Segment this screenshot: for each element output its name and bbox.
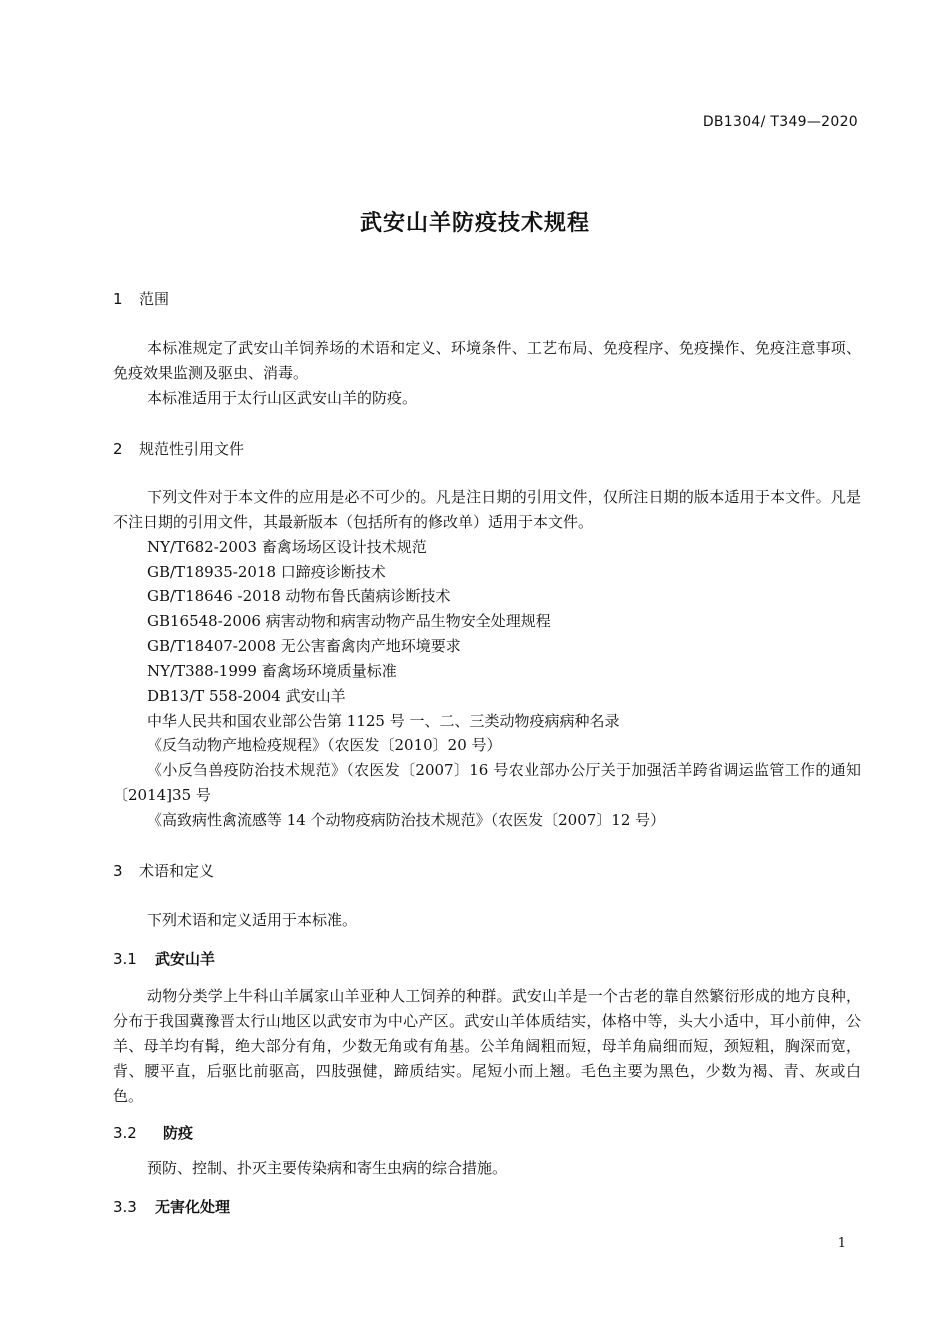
- section-title: 规范性引用文件: [139, 440, 245, 458]
- section-1-heading: [113, 288, 169, 309]
- section-number: 1: [113, 290, 123, 308]
- reference-item: DB13/T 558-2004 武安山羊: [147, 687, 346, 705]
- term-number: 3.2: [113, 1124, 137, 1142]
- reference-item: 中华人民共和国农业部公告第 1125 号 一、二、三类动物疫病病种名录: [147, 712, 620, 730]
- term-3-3-heading: [113, 1196, 230, 1217]
- section-2-heading: [113, 438, 244, 459]
- term-3-2-heading: [113, 1122, 193, 1143]
- terms-intro: 下列术语和定义适用于本标准。: [147, 911, 358, 929]
- standard-code: DB1304/ T349—2020: [702, 114, 858, 130]
- scope-paragraph-2: 本标准适用于太行山区武安山羊的防疫。: [147, 389, 418, 407]
- reference-item: GB/T18935-2018 口蹄疫诊断技术: [147, 563, 386, 581]
- term-number: 3.3: [113, 1198, 137, 1216]
- section-number: 3: [113, 862, 123, 880]
- reference-item: NY/T682-2003 畜禽场场区设计技术规范: [147, 538, 427, 556]
- term-name: 无害化处理: [155, 1198, 231, 1216]
- reference-item: 《小反刍兽疫防治技术规范》（农医发〔2007〕16 号农业部办公厅关于加强活羊跨省调运监管工作的通知〔2014]35 号: [113, 761, 861, 804]
- term-number: 3.1: [113, 950, 137, 968]
- scope-paragraph-1: 本标准规定了武安山羊饲养场的术语和定义、环境条件、工艺布局、免疫程序、免疫操作、免疫注意事项、免疫效果监测及驱虫、消毒。: [113, 339, 861, 382]
- term-name: 武安山羊: [155, 950, 216, 968]
- reference-item: GB16548-2006 病害动物和病害动物产品生物安全处理规程: [147, 612, 551, 630]
- term-3-1-heading: [113, 948, 215, 969]
- references-intro: 下列文件对于本文件的应用是必不可少的。凡是注日期的引用文件，仅所注日期的版本适用于本文件。凡是不注日期的引用文件，其最新版本（包括所有的修改单）适用于本文件。: [113, 488, 861, 531]
- section-number: 2: [113, 440, 123, 458]
- term-name: 防疫: [163, 1124, 194, 1142]
- reference-item: 《反刍动物产地检疫规程》（农医发〔2010〕20 号）: [147, 736, 502, 754]
- document-title: 武安山羊防疫技术规程: [359, 211, 590, 236]
- reference-item: GB/T18407-2008 无公害畜禽肉产地环境要求: [147, 637, 461, 655]
- reference-item: 《高致病性禽流感等 14 个动物疫病防治技术规范》（农医发〔2007〕12 号）: [147, 811, 666, 829]
- reference-item: NY/T388-1999 畜禽场环境质量标准: [147, 662, 397, 680]
- page-number: 1: [837, 1236, 846, 1251]
- reference-item: GB/T18646 -2018 动物布鲁氏菌病诊断技术: [147, 587, 451, 605]
- section-title: 术语和定义: [139, 862, 215, 880]
- section-title: 范围: [139, 290, 170, 308]
- term-3-2-definition: 预防、控制、扑灭主要传染病和寄生虫病的综合措施。: [147, 1159, 508, 1177]
- term-3-1-definition: 动物分类学上牛科山羊属家山羊亚种人工饲养的种群。武安山羊是一个古老的靠自然繁衍形成的地方良种，分布于我国冀豫晋太行山地区以武安市为中心产区。武安山羊体质结实，体格中等，头大小适中，耳小前伸，公羊、母羊均有髯，绝大部分有角，少数无角或有角基。公羊角阔粗而短，母羊角扁细而短，颈短粗，胸深而宽，背、腰平直，后驱比前驱高，四肢强健，蹄质结实。尾短小而上翘。毛色主要为黑色，少数为褐、青、灰或白色。: [113, 987, 861, 1105]
- section-3-heading: [113, 860, 214, 881]
